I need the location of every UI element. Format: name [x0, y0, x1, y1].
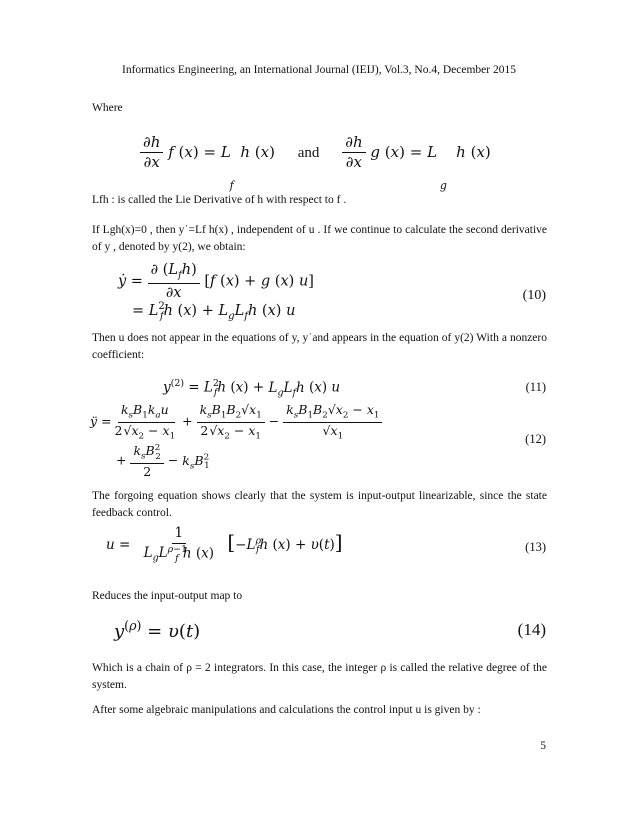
lie-derivative-definition: $\frac{\partial h}{\partial x}$ f (x) = L f h (x) and $\frac{\partial h}{\partial x}$ g (x) = L g h (x) [140, 134, 491, 172]
and-word: and [297, 144, 320, 161]
forgoing-paragraph: The forgoing equation shows clearly that the system is input-output linearizable, since the state feedback control. [92, 490, 547, 519]
then-u-paragraph: Then u does not appear in the equations of y, y˙and appears in the equation of y(2) With a nonzero coefficient: [92, 332, 547, 361]
equation-13: u = $\frac{1}{L_gL^{\rho-1}_f h (x)}$ [$-L^\rho_fh$ (x) + υ(t)] [106, 525, 343, 564]
equation-10: ẏ = $\frac{\partial (L_fh)}{\partial x}$ [f (x) + g (x) u] = $L^2_fh$ $(x) + L_gL_fh$ (x) u [118, 262, 314, 322]
after-paragraph: After some algebraic manipulations and calculations the control input u is given by : [92, 704, 481, 716]
where-text: Where [92, 102, 123, 114]
equation-number-12: (12) [525, 432, 546, 446]
journal-header: Informatics Engineering, an International Journal (IEIJ), Vol.3, No.4, December 2015 [122, 64, 516, 76]
equation-number-13: (13) [525, 540, 546, 554]
lie-derivative-text: Lfh : is called the Lie Derivative of h with respect to f . [92, 194, 347, 206]
equation-11: $y^{(2)} = L^2_fh$ $(x) + L_gL_fh$ (x) u [163, 378, 341, 399]
equation-12: ÿ = $\frac{k_sB_1k_au}{2√x_2 - x_1}$ + $\frac{k_sB_1B_2√x_1}{2√x_2 - x_1}$ − $\frac{k_sB_1B_2√x_2 - x_1}{√x_1}$ + $\frac{k_sB^2_2}{2}$ − $k_sB^2_1$ [90, 403, 430, 479]
chain-paragraph: Which is a chain of ρ = 2 integrators. In this case, the integer ρ is called the relative degree of the system. [92, 662, 547, 691]
equation-number-14: (14) [517, 620, 546, 639]
page-number: 5 [540, 740, 546, 752]
equation-number-10: (10) [522, 288, 546, 303]
equation-14: $y^{(\rho)} = \upsilon(t)$ [114, 618, 201, 642]
if-lgh-paragraph: If Lgh(x)=0 , then y˙=Lf h(x) , independent of u . If we continue to calculate the second derivative of y , denoted by y(2), we obtain: [92, 224, 547, 253]
equation-number-11: (11) [525, 380, 546, 394]
reduces-paragraph: Reduces the input-output map to [92, 590, 243, 602]
